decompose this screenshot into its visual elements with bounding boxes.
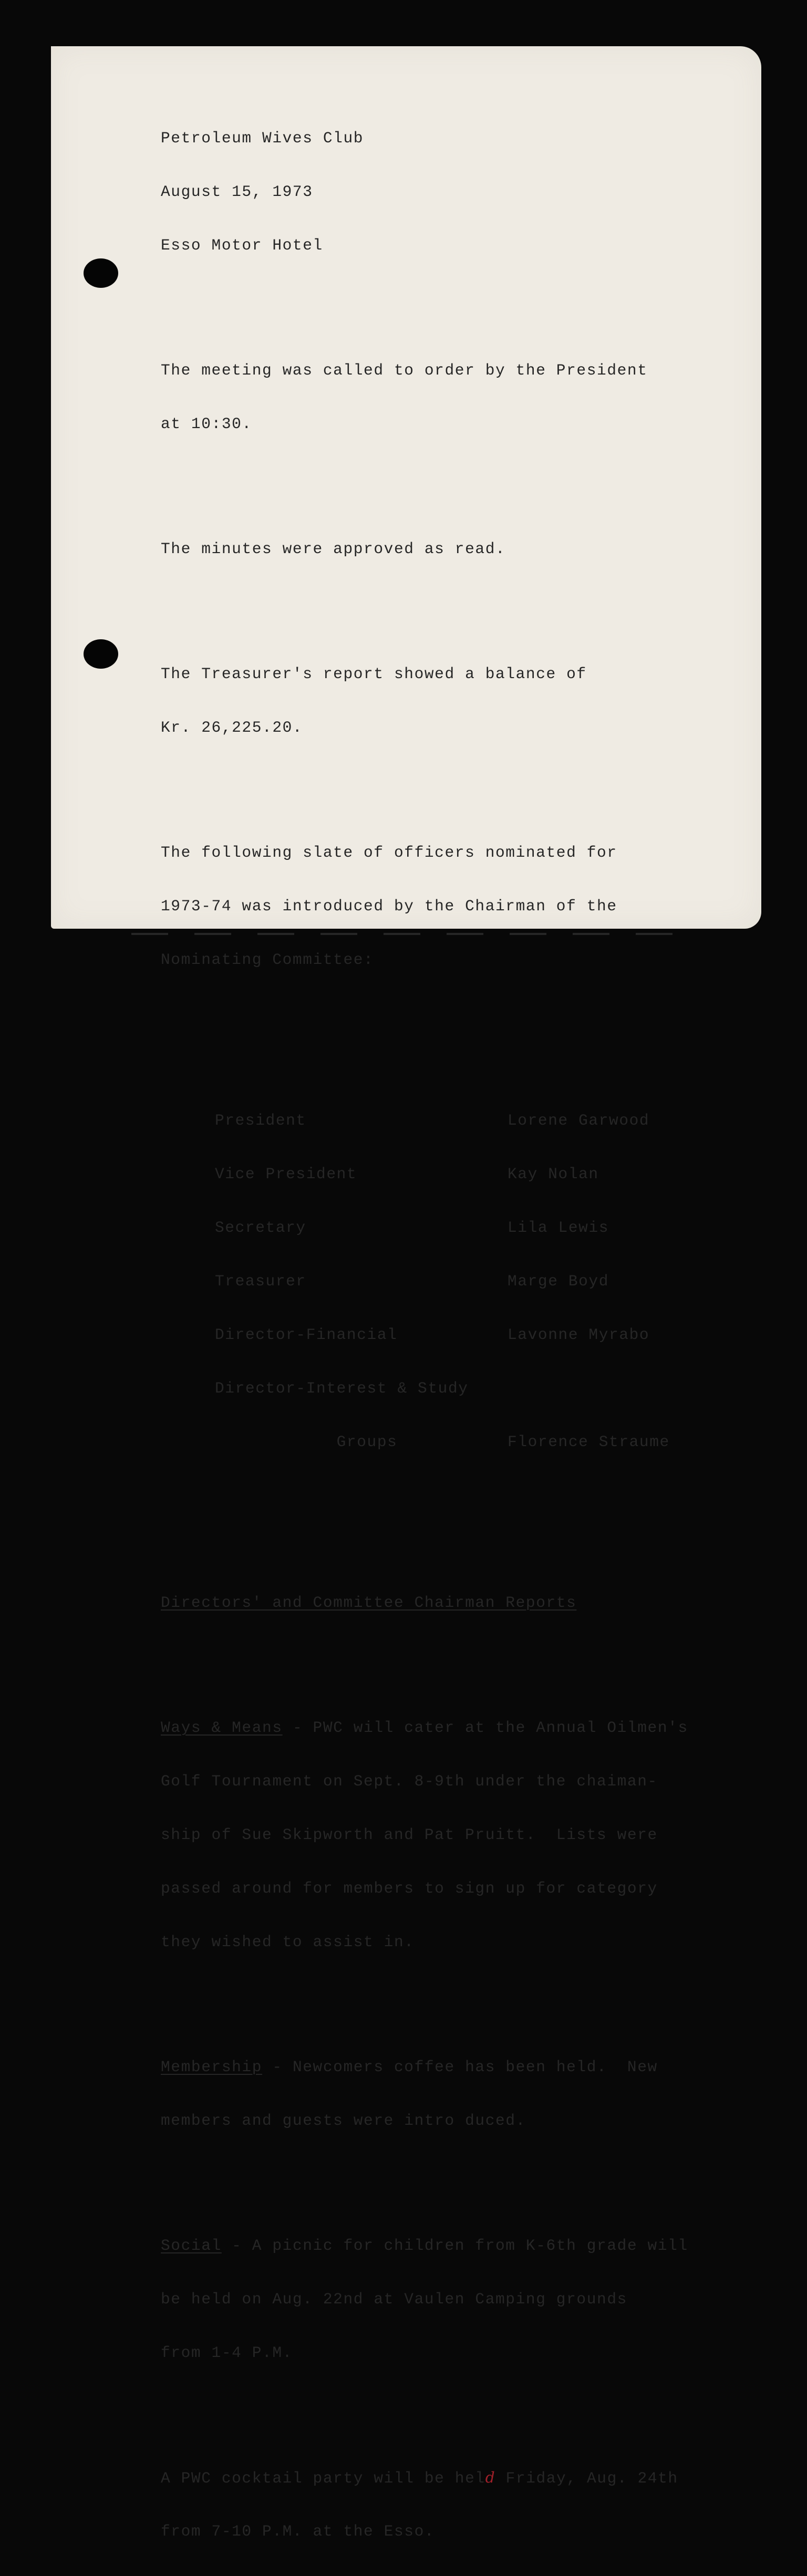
punch-hole-bottom (84, 639, 118, 669)
officer-role: Director-Interest & Study (215, 1379, 469, 1397)
social-line-3: from 1-4 P.M. (161, 2344, 293, 2362)
officer-row (161, 1165, 744, 1183)
officer-row (161, 1112, 744, 1129)
minutes-text (161, 94, 744, 2576)
opening-line-2: at 10:30. (161, 415, 252, 433)
slate-intro-line-3: Nominating Committee: (161, 951, 374, 969)
cocktail-text-b: Friday, Aug. 24th (495, 2469, 678, 2487)
ways-means-line-5: they wished to assist in. (161, 1933, 415, 1951)
binder-edge-strip (131, 933, 683, 935)
reports-heading: Directors' and Committee Chairman Reports (161, 1594, 577, 1612)
meeting-location: Esso Motor Hotel (161, 236, 323, 254)
handwritten-correction: d (485, 2469, 496, 2486)
officer-name: Lavonne Myrabo (508, 1326, 650, 1344)
membership-label: Membership (161, 2058, 263, 2076)
officer-row (161, 1326, 744, 1344)
opening-line-1: The meeting was called to order by the President (161, 361, 648, 379)
officer-name: Lila Lewis (508, 1219, 609, 1237)
club-name: Petroleum Wives Club (161, 129, 364, 147)
ways-means-line-1 (161, 1719, 744, 1737)
ways-means-line-4: passed around for members to sign up for category (161, 1879, 658, 1897)
officer-slate (161, 1076, 744, 1487)
punch-hole-top (84, 258, 118, 288)
officer-row (161, 1272, 744, 1290)
ways-means-label: Ways & Means (161, 1719, 283, 1737)
minutes-approval: The minutes were approved as read. (161, 540, 506, 558)
membership-line-1 (161, 2058, 744, 2076)
slate-intro-line-1: The following slate of officers nominated for (161, 844, 617, 861)
meeting-date: August 15, 1973 (161, 183, 313, 201)
officer-row (161, 1219, 744, 1237)
ways-means-line-3: ship of Sue Skipworth and Pat Pruitt. Lists were (161, 1826, 658, 1844)
ways-means-line-2: Golf Tournament on Sept. 8-9th under the chaiman- (161, 1772, 658, 1790)
social-label: Social (161, 2237, 222, 2255)
treasurer-line-1: The Treasurer's report showed a balance of (161, 665, 587, 683)
treasurer-line-2: Kr. 26,225.20. (161, 719, 303, 736)
officer-role: Vice President (215, 1165, 357, 1183)
officer-name: Kay Nolan (508, 1165, 599, 1183)
officer-row (161, 1379, 744, 1397)
social-text-1: - A picnic for children from K-6th grade will (221, 2237, 688, 2255)
slate-intro-line-2: 1973-74 was introduced by the Chairman of the (161, 897, 617, 915)
social-line-1 (161, 2237, 744, 2255)
officer-role: Director-Financial (215, 1326, 398, 1344)
cocktail-line-2: from 7-10 P.M. at the Esso. (161, 2522, 435, 2540)
officer-name: Lorene Garwood (508, 1112, 650, 1129)
membership-line-2: members and guests were intro duced. (161, 2112, 526, 2130)
officer-name: Florence Straume (508, 1433, 670, 1451)
officer-row (161, 1433, 744, 1451)
cocktail-line-1 (161, 2469, 744, 2487)
officer-role: Groups (215, 1433, 398, 1451)
document-page (51, 46, 761, 2540)
officer-role: Treasurer (215, 1272, 306, 1290)
ways-means-text-1: - PWC will cater at the Annual Oilmen's (282, 1719, 688, 1737)
cocktail-text-a: A PWC cocktail party will be hel (161, 2469, 485, 2487)
officer-name: Marge Boyd (508, 1272, 609, 1290)
social-line-2: be held on Aug. 22nd at Vaulen Camping grounds (161, 2290, 627, 2308)
membership-text-1: - Newcomers coffee has been held. New (262, 2058, 658, 2076)
officer-role: Secretary (215, 1219, 306, 1237)
officer-role: President (215, 1112, 306, 1129)
